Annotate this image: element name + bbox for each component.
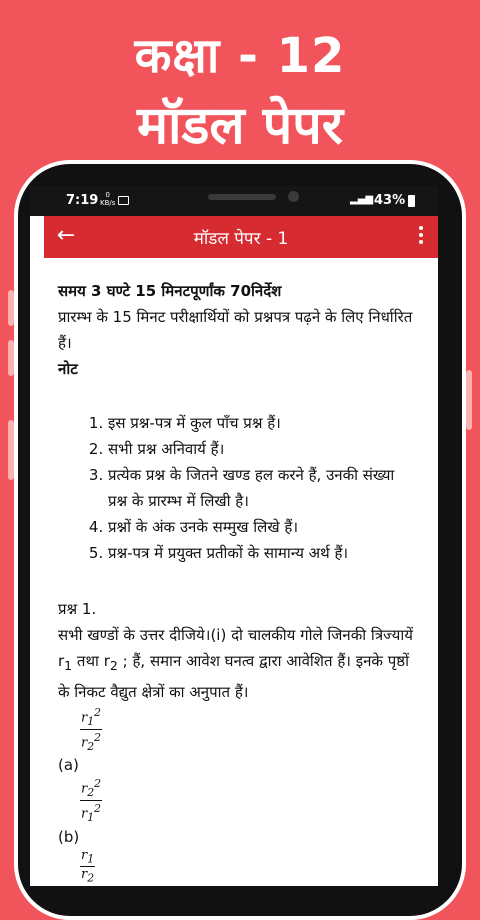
- battery-icon: [408, 195, 415, 207]
- phone-side-button: [466, 370, 472, 430]
- fraction: $\frac{r_1}{r_2}$: [81, 847, 95, 885]
- app-bar: [44, 216, 438, 258]
- phone-side-button: [8, 340, 14, 376]
- camera-icon: [288, 191, 299, 202]
- more-vert-icon[interactable]: [416, 224, 426, 250]
- list-item: 2. सभी प्रश्न अनिवार्य हैं।: [108, 436, 418, 462]
- phone-side-button: [8, 290, 14, 326]
- status-bar: [30, 186, 438, 216]
- option-label: (b): [58, 827, 80, 846]
- r2-symbol: $r_2$: [103, 652, 118, 673]
- option-c[interactable]: [58, 848, 418, 887]
- paper-content: [58, 278, 418, 886]
- paper-header: समय 3 घण्टे 15 मिनटपूर्णांक 70निर्देश: [58, 282, 282, 300]
- fraction: $\frac{r_1^2}{r_2^2}$: [81, 706, 101, 753]
- list-item: 3. प्रत्येक प्रश्न के जितने खण्ड हल करने हैं, उनकी संख्या प्रश्न के प्रारम्भ में लिखी है।: [108, 462, 418, 514]
- signal-icon: ▂▄▆: [350, 194, 374, 205]
- list-item: 4. प्रश्नों के अंक उनके सम्मुख लिखे हैं।: [108, 514, 418, 540]
- status-time: 7:19: [66, 193, 99, 208]
- r1-symbol: $r_1$: [58, 652, 73, 673]
- phone-side-button: [8, 420, 14, 480]
- note-label: नोट: [58, 360, 78, 378]
- battery-percent: 43%: [374, 193, 406, 208]
- option-a[interactable]: [58, 705, 418, 776]
- list-item: 5. प्रश्न-पत्र में प्रयुक्त प्रतीकों के सामान्य अर्थ हैं।: [108, 540, 418, 566]
- page-title: मॉडल पेपर - 1: [193, 229, 289, 249]
- arrow-left-icon[interactable]: ←: [56, 223, 76, 248]
- banner-title: कक्षा - 12: [134, 28, 346, 84]
- question-text: सभी खण्डों के उत्तर दीजिये।(i) दो चालकीय गोले जिनकी त्रिज्यायें $r_1$ तथा $r_2$ ; हैं, समान आवेश घनत्व द्वारा आवेशित हैं। इनके पृष्ठों के निकट वैद्युत क्षेत्रों का अनुपात हैं।: [58, 626, 413, 701]
- phone-screen: [30, 186, 438, 886]
- fraction: $\frac{r_2^2}{r_1^2}$: [81, 777, 101, 825]
- network-speed: 0 KB/s: [100, 191, 116, 207]
- banner-subtitle: मॉडल पेपर: [136, 96, 344, 156]
- option-label: (a): [58, 756, 79, 775]
- question-label: प्रश्न 1.: [58, 600, 97, 618]
- notes-list: [58, 410, 418, 566]
- speaker-grille: [208, 194, 276, 200]
- paper-instruction: प्रारम्भ के 15 मिनट परीक्षार्थियों को प्रश्नपत्र पढ़ने के लिए निर्धारित हैं।: [58, 308, 413, 352]
- option-b[interactable]: [58, 776, 418, 847]
- image-icon: [118, 196, 129, 205]
- list-item: 1. इस प्रश्न-पत्र में कुल पाँच प्रश्न हैं।: [108, 410, 418, 436]
